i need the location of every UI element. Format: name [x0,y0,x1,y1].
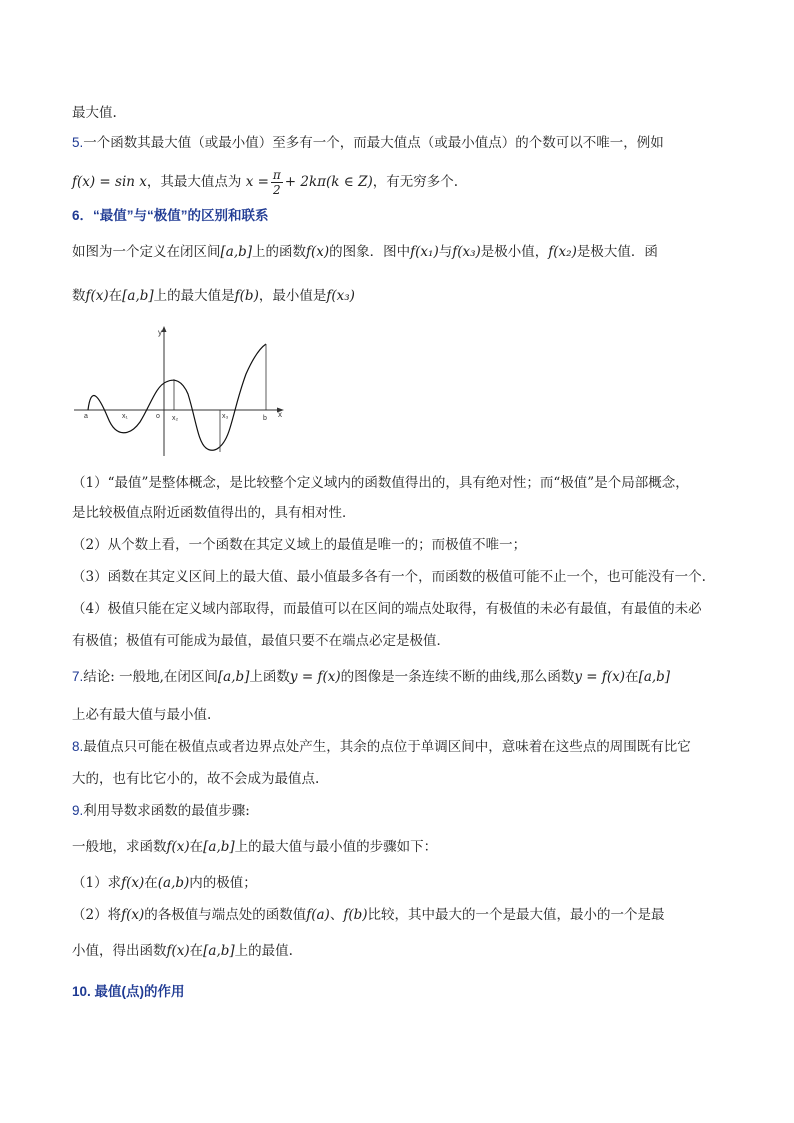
item-7: 7.结论: 一般地,在闭区间[a,b]上函数y = f(x)的图像是一条连续不断的曲线,那么函数y = f(x)在[a,b] [72,669,671,685]
step-2: （2）将f(x)的各极值与端点处的函数值f(a)、f(b)比较，其中最大的一个是最大值，最小的一个是最 [72,907,665,923]
label-a: a [84,413,88,420]
y-axis-label: y [158,328,162,337]
text-line: 最大值. [72,105,117,121]
point-4: （4）极值只能在定义域内部取得，而最值可以在区间的端点处取得，有极值的未必有最值，有最值的未必 [72,601,702,617]
step-1: （1）求f(x)在(a,b)内的极值； [72,875,257,891]
point-1: （1）“最值”是整体概念，是比较整个定义域内的函数值得出的，具有绝对性；而“极值”是个局部概念， [72,475,689,491]
label-x1: x₁ [122,413,128,420]
item-8: 8.最值点只可能在极值点或者边界点处产生，其余的点位于单调区间中，意味着在这些点的周围既有比它 [72,739,691,755]
item-7-cont: 上必有最大值与最小值. [72,707,212,723]
item-5-formula: f(x) = sin x，其最大值点为 x = $\frac{\pi}{2}$ + 2kπ(k ∈ Z)，有无穷多个. [72,168,459,197]
item-5: 5.一个函数其最大值（或最小值）至多有一个，而最大值点（或最小值点）的个数可以不唯一，例如 [72,135,664,151]
point-2: （2）从个数上看，一个函数在其定义域上的最值是唯一的；而极值不唯一； [72,537,527,553]
label-x3: x₃ [222,413,229,420]
item-8-cont: 大的，也有比它小的，故不会成为最值点. [72,771,320,787]
y-axis-arrow [162,326,167,332]
label-b: b [263,415,267,422]
heading-6: 6．“最值”与“极值”的区别和联系 [72,208,269,223]
step-2-cont: 小值，得出函数f(x)在[a,b]上的最值. [72,943,293,959]
item-6-text-cont: 数f(x)在[a,b]上的最大值是f(b)，最小值是f(x₃) [72,288,355,304]
heading-10: 10. 最值(点)的作用 [72,984,185,999]
x-axis-label: x [278,410,282,419]
label-x2: x₂ [172,415,179,422]
point-4-cont: 有极值；极值有可能成为最值，最值只要不在端点必定是极值． [72,633,450,649]
label-origin: o [156,413,160,420]
function-curve [88,344,266,450]
item-9-intro: 一般地，求函数f(x)在[a,b]上的最大值与最小值的步骤如下： [72,839,438,855]
point-1-cont: 是比较极值点附近函数值得出的，具有相对性． [72,505,356,521]
point-3: （3）函数在其定义区间上的最大值、最小值最多各有一个，而函数的极值可能不止一个，也可能没有一个. [72,569,706,585]
item-6-text: 如图为一个定义在闭区间[a,b]上的函数f(x)的图象．图中f(x₁)与f(x₃)是极小值，f(x₂)是极大值．函 [72,244,658,260]
function-graph [70,322,290,462]
item-9: 9.利用导数求函数的最值步骤: [72,803,250,819]
fraction: $\frac{\pi}{2}$ [272,168,281,197]
